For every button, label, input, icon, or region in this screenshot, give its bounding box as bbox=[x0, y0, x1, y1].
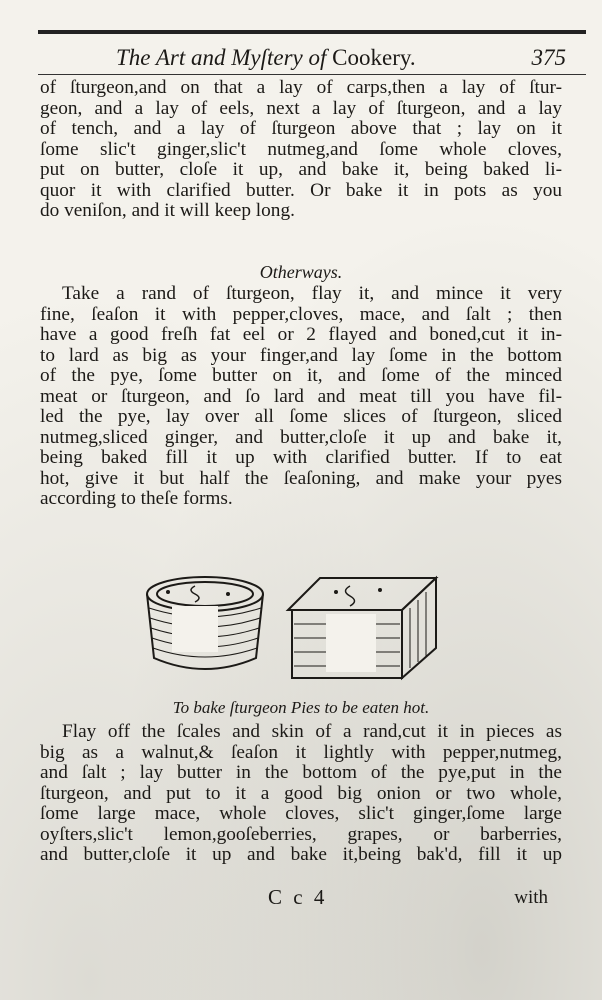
running-header bbox=[38, 45, 586, 73]
recipe-otherways bbox=[40, 284, 562, 510]
text-line: Take a rand of ſturgeon, flay it, and mince it very bbox=[62, 283, 562, 304]
text-line: big as a walnut,& ſeaſon it lightly with pepper,nutmeg, bbox=[40, 741, 562, 763]
text-line: nutmeg,sliced ginger, and butter,cloſe it up and bake it, bbox=[40, 426, 562, 448]
text-line: fine, ſeaſon it with pepper,cloves, mace, and ſalt ; then bbox=[40, 303, 562, 325]
recipe-heading-sturgeon-pies: To bake ſturgeon Pies to be eaten hot. bbox=[172, 698, 430, 717]
text-line: hot, give it but half the ſeaſoning, and make your pyes bbox=[40, 467, 562, 489]
text-line: put on butter, cloſe it up, and bake it, being baked li- bbox=[40, 159, 562, 180]
text-line: oyſters,slic't lemon,gooſeberries, grapes, or barberries, bbox=[40, 823, 562, 845]
header-rule bbox=[38, 74, 586, 75]
text-line: according to theſe forms. bbox=[40, 488, 233, 509]
text-line: have a good freſh fat eel or 2 flayed and boned,cut it in- bbox=[40, 324, 562, 345]
round-pie-figure bbox=[147, 577, 263, 669]
top-rule bbox=[38, 30, 586, 34]
text-line: ſturgeon, and put to it a good big onion or two whole, bbox=[40, 782, 562, 804]
text-line: and butter,cloſe it up and bake it,being bak'd, fill it up bbox=[40, 844, 562, 865]
text-line: and ſalt ; lay butter in the bottom of the pye,put in the bbox=[40, 762, 562, 783]
page-number: 375 bbox=[531, 45, 566, 70]
catchword: with bbox=[514, 887, 548, 908]
text-line: of ſturgeon,and on that a lay of carps,then a lay of ſtur- bbox=[40, 77, 562, 98]
running-title bbox=[116, 45, 416, 71]
text-line: of the pye, ſome butter on it, and ſome of the minced bbox=[40, 365, 562, 386]
text-line: being baked fill it up with clarified butter. If to eat bbox=[40, 447, 562, 468]
signature-mark: C c 4 bbox=[268, 885, 328, 909]
recipe-sturgeon-pies bbox=[40, 722, 562, 866]
text-line: meat or ſturgeon, and ſo lard and meat till you have fil- bbox=[40, 385, 562, 407]
paragraph-continued bbox=[40, 78, 562, 222]
text-line: ſome large mace, whole cloves, slic't ginger,ſome large bbox=[40, 803, 562, 824]
text-line: Flay off the ſcales and skin of a rand,cut it in pieces as bbox=[62, 721, 562, 742]
running-title-italic: The Art and Myſtery of bbox=[116, 45, 327, 70]
text-line: do veniſon, and it will keep long. bbox=[40, 200, 295, 221]
text-line: quor it with clarified butter. Or bake it in pots as you bbox=[40, 179, 562, 201]
text-line: geon, and a lay of eels, next a lay of ſturgeon, and a lay bbox=[40, 97, 562, 119]
pie-forms-illustration bbox=[140, 568, 440, 688]
text-line: to lard as big as your finger,and lay ſome in the bottom bbox=[40, 344, 562, 366]
square-pie-figure bbox=[288, 578, 436, 678]
text-line: of tench, and a lay of ſturgeon above that ; lay on it bbox=[40, 118, 562, 139]
running-title-plain: Cookery. bbox=[332, 45, 416, 70]
text-line: led the pye, lay over all ſome slices of ſturgeon, sliced bbox=[40, 406, 562, 427]
text-line: ſome slic't ginger,slic't nutmeg,and ſome whole cloves, bbox=[40, 138, 562, 160]
recipe-heading-otherways: Otherways. bbox=[259, 262, 343, 282]
